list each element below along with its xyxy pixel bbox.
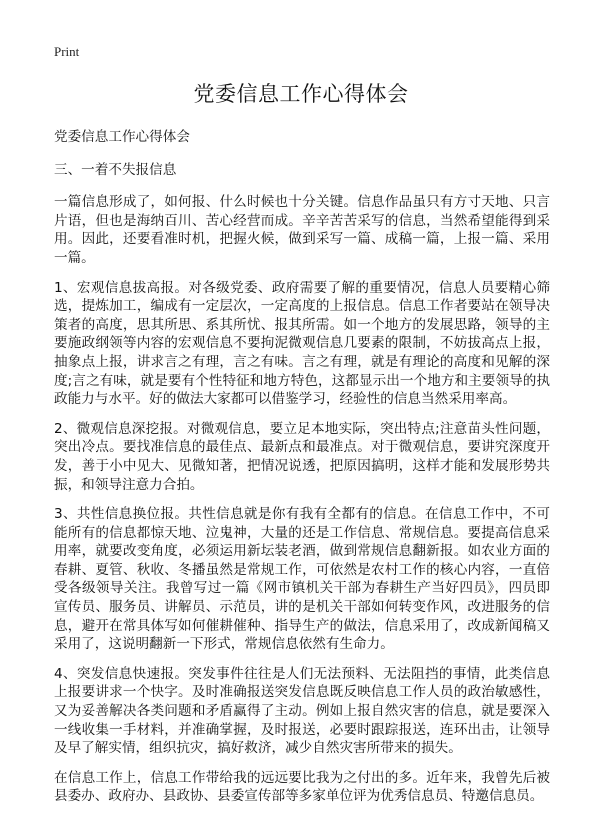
section-heading: 三、一着不失报信息 (54, 161, 177, 178)
print-link[interactable]: Print (54, 44, 80, 59)
document-subtitle: 党委信息工作心得体会 (54, 129, 190, 145)
paragraph-conclusion: 在信息工作上，信息工作带给我的远远要比我为之付出的多。近年来，我曾先后被县委办、政府办、县政协、县委宣传部等多家单位评为优秀信息员、特邀信息员。 (54, 769, 550, 805)
paragraph-emergency-info: 4、突发信息快速报。突发事件往往是人们无法预料、无法阻挡的事情，此类信息上报要讲求一个快字。及时准确报送突发信息既反映信息工作人员的政治敏感性，又为妥善解决各类问题和矛盾赢得了主动。例如上报自然灾害的信息，就是要深入一线收集一手材料，并准确掌握，及时报送，必要时跟踪报送，连环出击，让领导及早了解实情，组织抗灾，搞好救济，减少自然灾害所带来的损失。 (54, 665, 550, 757)
paragraph-macro-info: 1、宏观信息拔高报。对各级党委、政府需要了解的重要情况，信息人员要精心筛选，提炼加工，编成有一定层次，一定高度的上报信息。信息工作者要站在领导决策者的高度，思其所思、系其所忧、报其所需。如一个地方的发展思路，领导的主要施政纲领等内容的宏观信息不要拘泥微观信息几要素的限制，不妨拔高点上报，抽象点上报，讲求言之有理，言之有味。言之有理，就是有理论的高度和见解的深度;言之有味，就是要有个性特征和地方特色，这都显示出一个地方和主要领导的执政能力与水平。好的做法大家都可以借鉴学习，经验性的信息当然采用率高。 (54, 279, 550, 408)
paragraph-intro: 一篇信息形成了，如何报、什么时候也十分关键。信息作品虽只有方寸天地、只言片语，但也是海纳百川、苦心经营而成。辛辛苦苦采写的信息，当然希望能得到采用。因此，还要看准时机，把握火候，做到采写一篇、成稿一篇，上报一篇、采用一篇。 (54, 194, 550, 266)
paragraph-micro-info: 2、微观信息深挖报。对微观信息，要立足本地实际，突出特点;注意苗头性问题，突出冷点。要找准信息的最佳点、最新点和最准点。对于微观信息，要讲究深度开发，善于小中见大、见微知著，把情况说透，把原因搞明，这样才能和发展形势共振，和领导注意力合拍。 (54, 420, 550, 493)
paragraph-common-info: 3、共性信息换位报。共性信息就是你有我有全都有的信息。在信息工作中，不可能所有的信息都惊天地、泣鬼神，大量的还是工作信息、常规信息。要提高信息采用率，就要改变角度，必须运用新坛装老酒，做到常规信息翻新报。如农业方面的春耕、夏管、秋收、冬播虽然是常规工作，可依然是农村工作的核心内容，一直倍受各级领导关注。我曾写过一篇《网市镇机关干部为春耕生产当好四员》，四员即宣传员、服务员、讲解员、示范员，讲的是机关干部如何转变作风，改进服务的信息，避开在常具体写如何催耕催种、指导生产的做法，信息采用了，改成新闻稿又采用了，这说明翻新一下形式，常规信息依然有生命力。 (54, 506, 550, 653)
document-title: 党委信息工作心得体会 (193, 82, 409, 106)
